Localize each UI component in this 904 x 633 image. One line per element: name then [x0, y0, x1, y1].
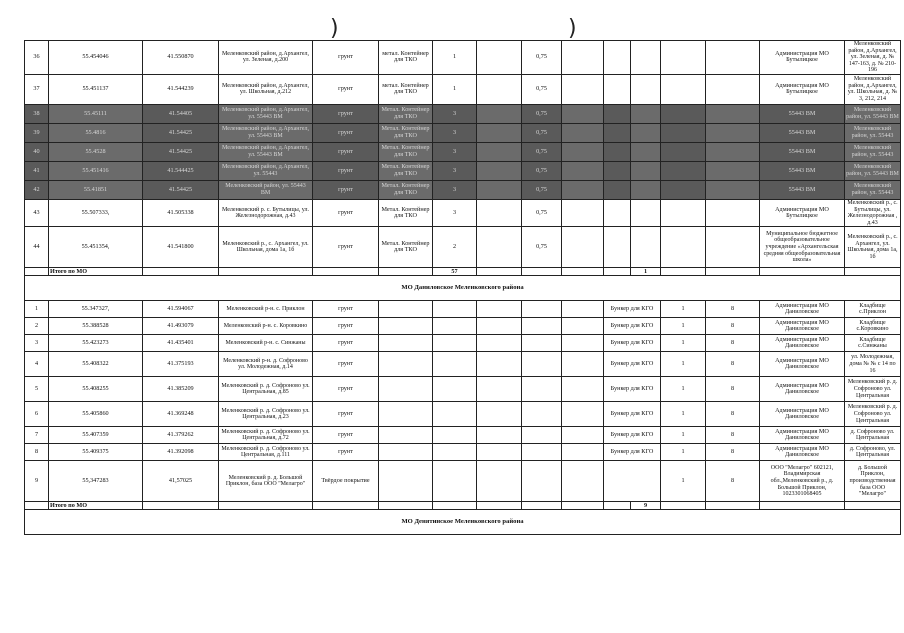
- table-row: [25, 227, 901, 268]
- latitude: 55.451354,: [49, 227, 143, 268]
- container-volume: 0,75: [522, 74, 562, 104]
- total-extra: 9: [631, 502, 661, 510]
- container-type: метал. Контейнер для ТКО: [379, 74, 433, 104]
- section-title: МО Денятинское Меленковского района: [25, 510, 901, 535]
- owner: Муниципальное бюджетное общеобразовательное учреждение «Архангельская средняя общеобразовательная школа»: [760, 227, 845, 268]
- table-row: [25, 41, 901, 75]
- latitude: 55.454046: [49, 41, 143, 75]
- table-row: 5 55.408255 41.385209 Меленковский р. д. Софроново ул. Центральная, д.85 грунт Бункер для КГО 1 8 Администрация МО Даниловское Меленковский р. д. Софроново ул. Центральная: [25, 377, 901, 402]
- table-row: 3 55.423273 41.435401 Меленковский р-н. с. Синжаны грунт Бункер для КГО 1 8 Администрация МО Даниловское Кладбище с.Синжаны: [25, 335, 901, 352]
- waste-source: Меленковский район, д.Архангел, ул. Зеленая, д. № 147-163, д. № 210-196: [845, 41, 901, 75]
- row-number: 44: [25, 227, 49, 268]
- section-title: МО Даниловское Меленковского района: [25, 276, 901, 301]
- total-extra: 1: [631, 268, 661, 276]
- container-volume: 0,75: [522, 227, 562, 268]
- latitude: 55.507333,: [49, 199, 143, 226]
- waste-source: Меленковский район, д.Архангел, ул. Школьная, д. № 3, 212, 214: [845, 74, 901, 104]
- table-row: 2 55.388528 41.493079 Меленковский р-н. с. Коровкино грунт Бункер для КГО 1 8 Администрация МО Даниловское Кладбище с.Коровкино: [25, 318, 901, 335]
- waste-source: Меленковский р., с. Бутылицы, ул. Железнодорожная , д.43: [845, 199, 901, 226]
- register-table: [24, 40, 901, 535]
- owner: Администрация МО Бутылицкое: [760, 41, 845, 75]
- container-qty: 2: [433, 227, 477, 268]
- table-row: 4 55.408322 41.375193 Меленковский р-н. д. Софроново ул. Молодежная, д.14 грунт Бункер для КГО 1 8 Администрация МО Даниловское ул. Молодежная, дома № № с 14 по 16: [25, 352, 901, 377]
- container-type: Метал. Контейнер для ТКО: [379, 199, 433, 226]
- row-number: 43: [25, 199, 49, 226]
- container-qty: 3: [433, 199, 477, 226]
- redacted-row: 40 55.4528 41.54425 Меленковский район, д.Архангел, ул. 55443 ВМ грунт Метал. Контейнер для ТКО 3 0,75 55443 ВМ Меленковский район, ул. 55443: [25, 142, 901, 161]
- container-type: Метал. Контейнер для ТКО: [379, 227, 433, 268]
- total-label: Итого по МО: [49, 502, 143, 510]
- longitude: 41.544239: [143, 74, 219, 104]
- table-row: [25, 199, 901, 226]
- row-number: 36: [25, 41, 49, 75]
- total-row: [25, 502, 901, 510]
- latitude: 55.451137: [49, 74, 143, 104]
- surface: грунт: [313, 199, 379, 226]
- owner: Администрация МО Бутылицкое: [760, 199, 845, 226]
- total-row: [25, 268, 901, 276]
- longitude: 41.550870: [143, 41, 219, 75]
- redacted-row: 42 55.41851 41.54425 Меленковский район, ул. 55443 ВМ грунт Метал. Контейнер для ТКО 3 0,75 55443 ВМ Меленковский район, ул. 55443: [25, 180, 901, 199]
- container-volume: 0,75: [522, 41, 562, 75]
- address: Меленковский район, д.Архангел, ул. Зеленая, д.200: [219, 41, 313, 75]
- address: Меленковский район, д.Архангел, ул. Школьная, д.212: [219, 74, 313, 104]
- longitude: 41.505338: [143, 199, 219, 226]
- surface: грунт: [313, 227, 379, 268]
- total-qty: 57: [433, 268, 477, 276]
- container-volume: 0,75: [522, 199, 562, 226]
- surface: грунт: [313, 41, 379, 75]
- longitude: 41.541800: [143, 227, 219, 268]
- waste-source: Меленковский р., с. Архангел, ул. Школьная, дома 1а, 1б: [845, 227, 901, 268]
- owner: Администрация МО Бутылицкое: [760, 74, 845, 104]
- address: Меленковский р. с. Бутылицы, ул. Железнодорожная, д.43: [219, 199, 313, 226]
- row-number: 37: [25, 74, 49, 104]
- redacted-row: 41 55.451416 41.544425 Меленковский район, д.Архангел, ул. 55443 грунт Метал. Контейнер для ТКО 3 0,75 55443 ВМ Меленковский район, ул. 55443 ВМ: [25, 161, 901, 180]
- table-row: 6 55.405860 41.369248 Меленковский р. д. Софроново ул. Центральная, д.23 грунт Бункер для КГО 1 8 Администрация МО Даниловское Меленковский р. д. Софроново ул. Центральная: [25, 402, 901, 427]
- table-row: 7 55.407359 41.379262 Меленковский р. д. Софроново ул. Центральная, д.72 грунт Бункер для КГО 1 8 Администрация МО Даниловское д. Софроново ул. Центральная: [25, 427, 901, 444]
- redacted-row: 39 55.4816 41.54425 Меленковский район, д.Архангел, ул. 55443 ВМ грунт Метал. Контейнер для ТКО 3 0,75 55443 ВМ Меленковский район, ул. 55443: [25, 123, 901, 142]
- container-qty: 1: [433, 74, 477, 104]
- container-qty: 1: [433, 41, 477, 75]
- section-row: [25, 510, 901, 535]
- total-label: Итого по МО: [49, 268, 143, 276]
- table-row: 1 55.347327, 41.594067 Меленковский р-н. с. Приклон грунт Бункер для КГО 1 8 Администрация МО Даниловское Кладбище с.Приклон: [25, 301, 901, 318]
- punch-hole-right: ): [568, 16, 577, 41]
- section-row: [25, 276, 901, 301]
- table-row: [25, 74, 901, 104]
- table-row: 9 55,347283 41,57025 Меленковский р. д. Большой Приклон, база ООО "Мелагро" Твёрдое покрытие 1 8 ООО "Мелагро" 602121, Владимирская обл.,Меленковский р., д. Большой Приклон, 1023301068405 д. Большой Приклон, производственная база ООО "Мелагро": [25, 461, 901, 502]
- punch-hole-left: ): [330, 16, 339, 41]
- address: Меленковский р., с. Архангел, ул. Школьная, дома 1а, 1б: [219, 227, 313, 268]
- redacted-row: 38 55.45111 41.54405 Меленковский район, д.Архангел, ул. 55443 ВМ грунт Метал. Контейнер для ТКО 3 0,75 55443 ВМ Меленковский район, ул. 55443 ВМ: [25, 104, 901, 123]
- surface: грунт: [313, 74, 379, 104]
- container-type: метал. Контейнер для ТКО: [379, 41, 433, 75]
- table-row: 8 55.409375 41.392098 Меленковский р. д. Софроново ул. Центральная, д.111 грунт Бункер для КГО 1 8 Администрация МО Даниловское д. Софроново, ул. Центральная: [25, 444, 901, 461]
